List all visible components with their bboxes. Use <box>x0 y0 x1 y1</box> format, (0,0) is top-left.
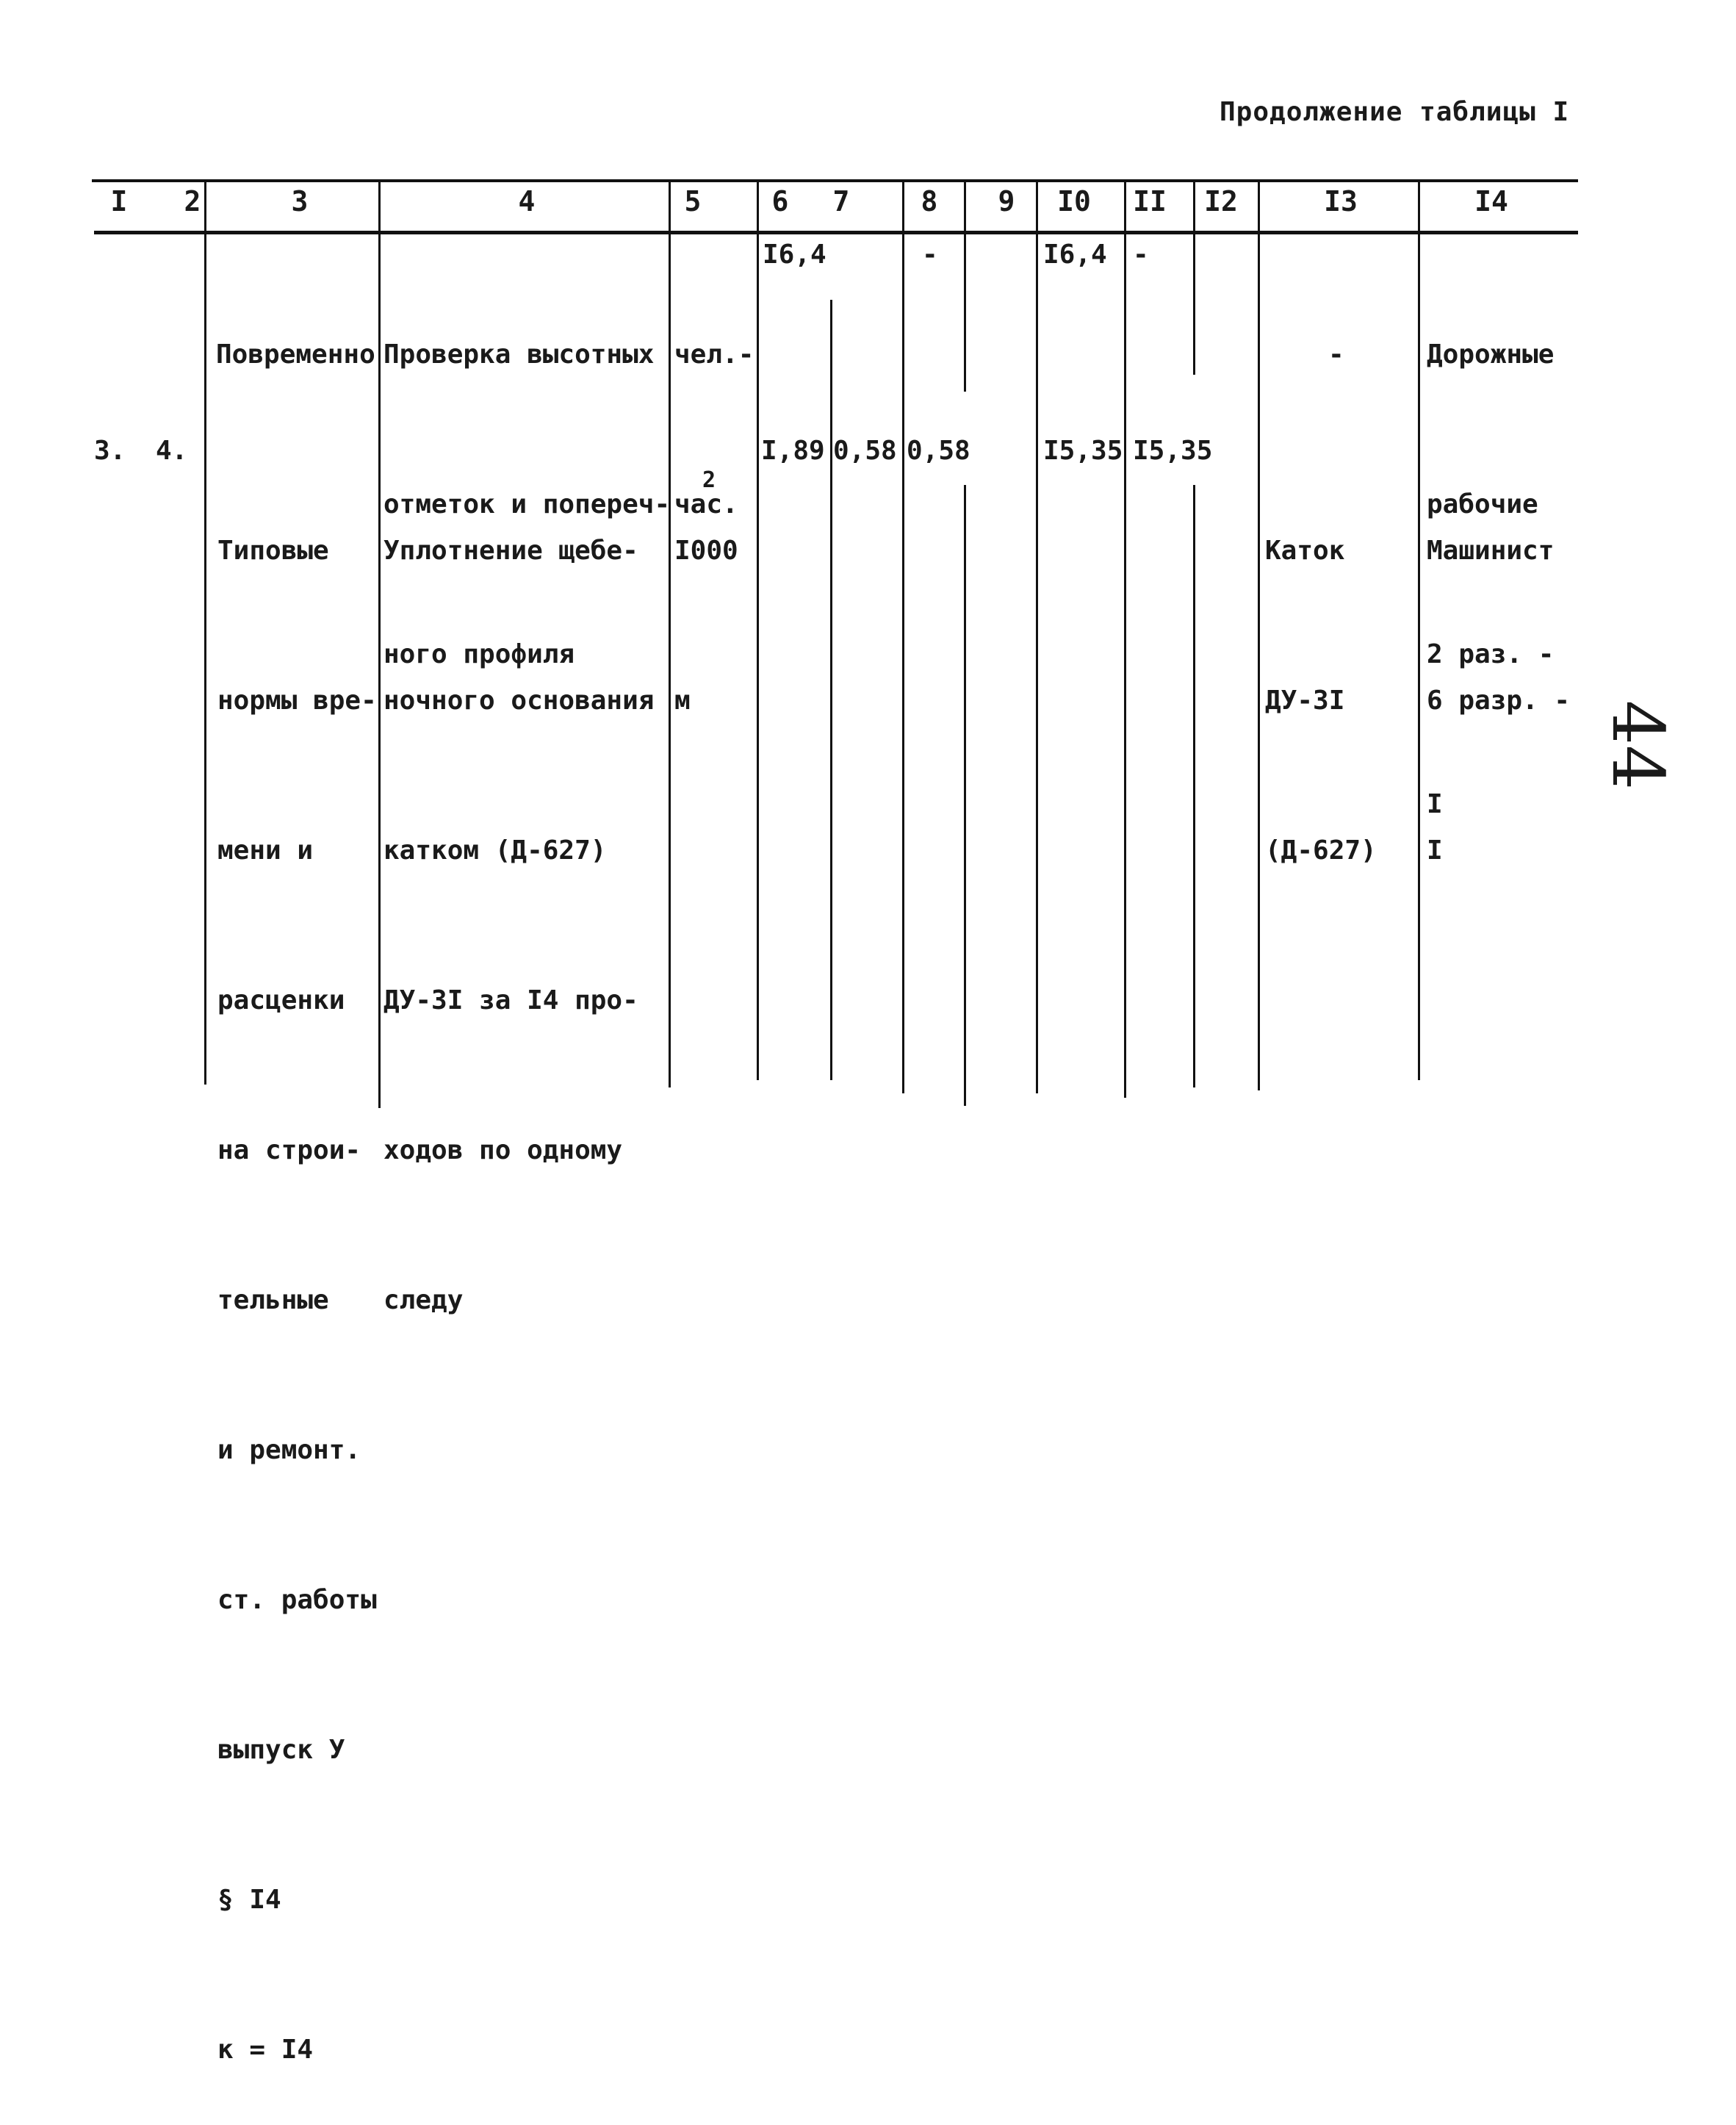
column-divider <box>757 182 759 1080</box>
header-col-13: I3 <box>1324 185 1358 217</box>
column-divider <box>1193 182 1195 375</box>
row1-col6-value: I6,4 <box>763 240 826 270</box>
row1-col13-machine: - <box>1328 339 1344 370</box>
header-col-6: 6 <box>771 185 789 217</box>
header-col-9: 9 <box>998 185 1015 217</box>
row2-col2-number: 4. <box>156 436 188 466</box>
column-divider <box>964 182 966 392</box>
table-continuation-heading: Продолжение таблицы I <box>1220 97 1570 127</box>
header-col-11: II <box>1133 185 1167 217</box>
row2-col8-value: 0,58 <box>907 436 970 466</box>
header-col-12: I2 <box>1204 185 1238 217</box>
page-number: 44 <box>1596 700 1679 791</box>
column-divider <box>1258 182 1260 1090</box>
row2-col5-unit: I000 м <box>674 536 738 716</box>
column-divider <box>964 485 966 1106</box>
column-divider <box>1124 182 1126 1098</box>
row2-col13-machine: Каток ДУ-3I (Д-627) <box>1265 536 1377 866</box>
row1-col4-work-description: Проверка высотных отметок и попереч- ного профиля <box>383 339 671 669</box>
row1-col3-method: Повременно <box>216 339 375 370</box>
row2-col10-value: I5,35 <box>1043 436 1123 466</box>
header-col-2: 2 <box>184 185 201 217</box>
row1-col14-workers: Дорожные рабочие 2 раз. - I <box>1427 339 1555 819</box>
column-divider <box>378 182 381 1108</box>
header-col-5: 5 <box>684 185 702 217</box>
column-divider <box>204 182 206 1085</box>
header-col-7: 7 <box>832 185 850 217</box>
row2-col1-number: 3. <box>94 436 126 466</box>
header-col-4: 4 <box>518 185 536 217</box>
row1-col5-unit: чел.- час. <box>674 339 754 519</box>
header-col-3: 3 <box>291 185 309 217</box>
row1-col8-value: - <box>922 240 938 270</box>
header-col-14: I4 <box>1474 185 1508 217</box>
table-top-rule <box>92 179 1578 182</box>
column-divider <box>830 300 832 1080</box>
row2-col11-value: I5,35 <box>1133 436 1213 466</box>
column-divider <box>1036 182 1038 1093</box>
row2-col4-work-description: Уплотнение щебе- ночного основания катком (Д-627) ДУ-3I за I4 про- ходов по одному следу <box>383 536 655 1315</box>
column-divider <box>1193 485 1195 1087</box>
header-col-1: I <box>110 185 128 217</box>
header-col-10: I0 <box>1057 185 1091 217</box>
column-divider <box>902 182 904 1093</box>
row1-col10-value: I6,4 <box>1043 240 1107 270</box>
row2-col6-value: I,89 <box>761 436 825 466</box>
row2-col3-norm-source: Типовые нормы вре- мени и расценки на строи- тельные и ремонт. ст. работы выпуск У § I4 к = I4 <box>217 536 377 2065</box>
header-col-8: 8 <box>921 185 938 217</box>
row2-col5-unit-superscript: 2 <box>702 467 716 493</box>
row2-col7-value: 0,58 <box>833 436 897 466</box>
row1-col11-value: - <box>1133 240 1149 270</box>
row2-col14-workers: Машинист 6 разр. - I <box>1427 536 1571 866</box>
column-divider <box>1418 182 1420 1080</box>
